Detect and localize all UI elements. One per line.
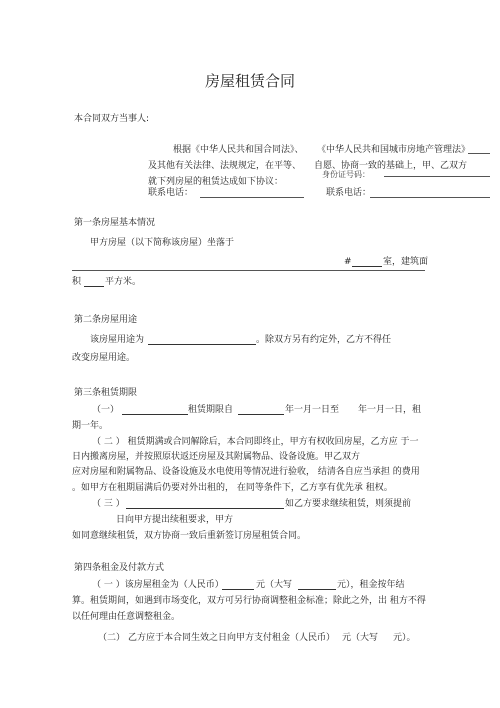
section1-area-b: 平方米。	[105, 277, 142, 287]
preamble-line2-b: 自愿、协商一致的基础上，甲、乙双方	[314, 161, 468, 171]
section4-p1-e: 以任何理由任意调整租金。	[72, 612, 181, 622]
section1-room: 室，建筑面	[383, 257, 429, 267]
section4-p2-c: 元（大写	[342, 633, 379, 643]
section1-area-a: 积	[72, 277, 82, 287]
section4-p1-d: 算。租赁期间，如遇到市场变化，双方可另行协商调整租金标准；除此之外，出 租方不得	[72, 596, 426, 606]
section3-p3-a: （ 三 ）	[92, 499, 125, 509]
id-number-label: 身份证号码：	[322, 170, 370, 179]
section3-p2-a: （ 二 ） 租赁期满或合同解除后，本合同即终止，甲方有权收回房屋，乙方应 于一	[92, 437, 419, 447]
underline-blank	[222, 580, 254, 590]
section3-p1-a: （一）	[92, 405, 120, 415]
section3-p2-d: 。如甲方在租期届满后仍要对外出租的， 在同等条件下，乙方享有优先承 租权。	[72, 483, 393, 493]
section2-line1-a: 该房屋用途为	[90, 335, 145, 345]
preamble-line1-a: 根据《中华人民共和国合同法》、	[173, 145, 304, 155]
section4-p2-b: 乙方应于本合同生效之日向甲方支付租金（人民币）	[128, 633, 336, 643]
section3-p1-c: 年一月一日至	[285, 405, 340, 415]
section3-p3-b: 如乙方要求继续租赁，则须提前	[285, 499, 412, 509]
underline-blank	[384, 176, 490, 177]
section3-p2-c: 应对房屋和附属物品、设备设施及水电使用等情况进行验收， 结清各自应当承担 的费用	[72, 467, 420, 477]
section2-line2: 改变房屋用途。	[72, 353, 136, 363]
section3-p1-d: 年一月一日，租	[358, 405, 422, 415]
section2-heading: 第二条房屋用途	[74, 315, 138, 325]
section3-p2-b: 日内搬离房屋，并按照原状返还房屋及其附属物品、设备设施。甲乙双方	[72, 452, 361, 462]
preamble-line2-a: 及其他有关法律、法规规定，在平等、	[148, 161, 302, 171]
section1-line1: 甲方房屋（以下简称该房屋）坐落于	[90, 238, 235, 248]
section3-p3-c: 日向甲方提出续租要求，甲方	[116, 515, 234, 525]
section2-line1-b: 。除双方另有约定外，乙方不得任	[256, 335, 392, 345]
section4-p1-b: 元（大写	[256, 580, 293, 590]
address-line	[72, 270, 425, 271]
section1-hash: #	[344, 257, 352, 267]
underline-blank	[84, 277, 104, 287]
section3-p1-b: 租赁期限自	[188, 405, 234, 415]
underline-blank	[200, 197, 304, 198]
section3-heading: 第三条租赁期限	[74, 388, 138, 398]
document-title: 房屋租赁合同	[204, 72, 295, 90]
underline-blank	[468, 153, 490, 154]
section4-p2-a: （二）	[98, 633, 126, 643]
underline-blank	[352, 257, 382, 267]
section1-heading: 第一条房屋基本情况	[74, 218, 156, 228]
contact-phone-a: 联系电话：	[148, 188, 194, 198]
underline-blank	[298, 580, 336, 590]
section4-p1-a: （ 一 ）该房屋租金为（人民币）	[92, 580, 224, 590]
underline-blank	[122, 405, 188, 415]
section4-p2-d: 元）。	[393, 633, 416, 643]
underline-blank	[238, 405, 284, 415]
underline-blank	[148, 335, 256, 345]
section3-p3-d: 如同意继续租赁，双方协商一致后重新签订房屋租赁合同。	[72, 531, 307, 541]
section3-p1-e: 期一年。	[72, 421, 109, 431]
section4-heading: 第四条租金及付款方式	[74, 563, 165, 573]
section4-p1-c: 元），租金按年结	[337, 580, 405, 590]
underline-blank	[126, 499, 284, 509]
preamble-line3: 就下列房屋的租赁达成如下协议：	[148, 177, 284, 187]
parties-intro: 本合同双方当事人:	[74, 114, 150, 124]
preamble-line1-b: 《中华人民共和国城市房地产管理法》	[317, 145, 471, 155]
contact-phone-b: 联系电话：	[326, 188, 372, 198]
underline-blank	[370, 197, 490, 198]
